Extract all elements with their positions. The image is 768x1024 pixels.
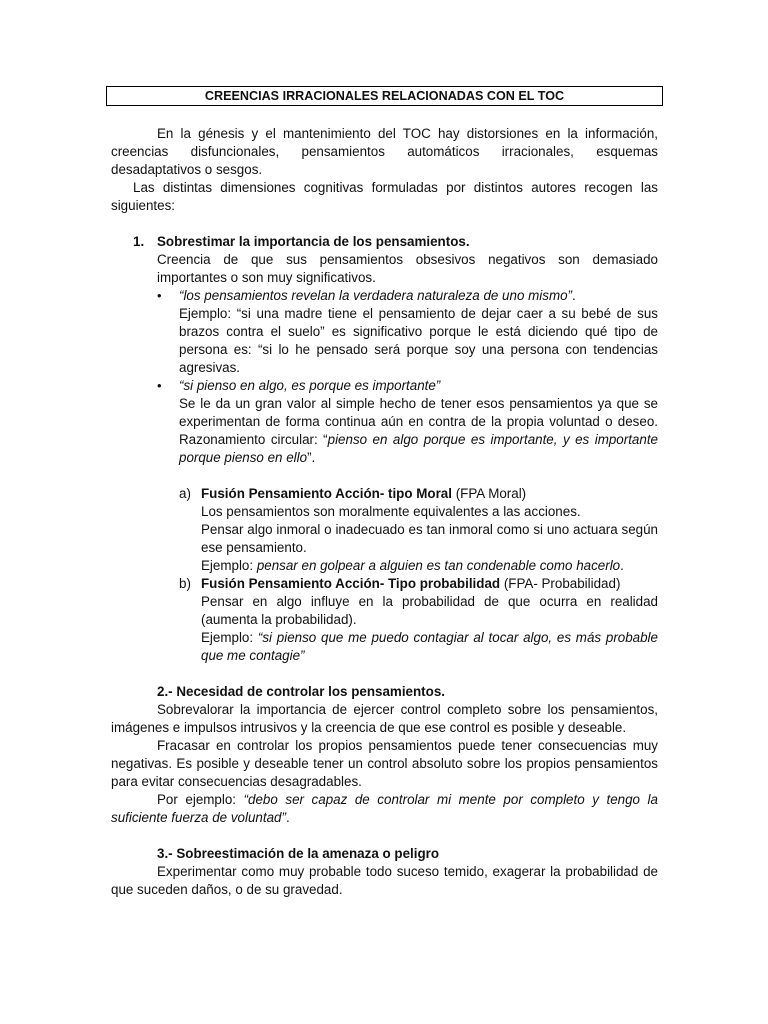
bullet-2-text-start: Se le da un gran valor al simple hecho de tener esos pensamientos ya que se experimentan de forma continua aún en contra de la propia voluntad o deseo. Razonamiento circular: “ — [179, 396, 658, 447]
subsection-b-line-1: Pensar en algo influye en la probabilidad de que ocurra en realidad (aumenta la probabilidad). — [201, 594, 658, 627]
section-3-paragraph-1: Experimentar como muy probable todo suceso temido, exagerar la probabilidad de que suceden daños, o de su gravedad. — [111, 864, 658, 897]
subsection-b-example-italic: “si pienso que me puedo contagiar al tocar algo, es más probable que me contagie” — [201, 630, 658, 663]
subsection-a-letter: a) — [179, 486, 191, 501]
subsection-a-example-end: . — [620, 558, 624, 573]
bullet-2-italic: pienso en algo porque es importante, y es importante porque pienso en ello — [179, 432, 658, 465]
subsection-b-letter: b) — [179, 576, 191, 591]
section-3-heading: 3.- Sobreestimación de la amenaza o peligro — [157, 846, 440, 861]
document-title: CREENCIAS IRRACIONALES RELACIONADAS CON EL TOC — [106, 86, 663, 106]
bullet-2-text-end: ”. — [307, 450, 316, 465]
bullet-icon: • — [157, 378, 162, 393]
section-2-example-label: Por ejemplo: — [157, 792, 244, 807]
intro-paragraph-2: Las distintas dimensiones cognitivas formuladas por distintos autores recogen las siguientes: — [111, 180, 658, 213]
section-1-bullet-2 — [111, 377, 658, 467]
subsection-a-example-italic: pensar en golpear a alguien es tan condenable como hacerlo — [256, 558, 621, 573]
subsection-a — [111, 485, 658, 575]
intro-paragraph-1: En la génesis y el mantenimiento del TOC hay distorsiones en la información, creencias disfuncionales, pensamientos automáticos irracionales, esquemas desadaptativos o sesgos. — [111, 126, 658, 177]
subsection-a-example-label: Ejemplo: — [201, 558, 257, 573]
subsection-b — [111, 575, 658, 665]
section-1-title: Sobrestimar la importancia de los pensamientos. — [157, 234, 470, 249]
section-1-number: 1. — [133, 234, 145, 249]
subsection-a-example — [201, 557, 658, 575]
section-1-bullet-1 — [111, 287, 658, 377]
subsection-b-heading-rest: (FPA- Probabilidad) — [500, 576, 621, 591]
section-2-example-italic: “debo ser capaz de controlar mi mente por completo y tengo la suficiente fuerza de voluntad” — [111, 792, 658, 825]
section-1-description: Creencia de que sus pensamientos obsesivos negativos son demasiado importantes o son muy significativos. — [157, 252, 658, 285]
section-2-heading: 2.- Necesidad de controlar los pensamientos. — [157, 684, 445, 699]
section-2-paragraph-2: Fracasar en controlar los propios pensamientos puede tener consecuencias muy negativas. Es posible y deseable tener un control absoluto sobre los propios pensamientos para evitar consecuencias desagradables. — [111, 738, 658, 789]
bullet-1-quote-end: . — [572, 288, 576, 303]
bullet-1-example: Ejemplo: “si una madre tiene el pensamiento de dejar caer a su bebé de sus brazos contra el suelo” es significativo porque le está diciendo qué tipo de persona es: “si lo he pensado será porque soy una persona con tendencias agresivas. — [179, 306, 658, 375]
bullet-2-text — [179, 395, 658, 467]
section-2-example-end: . — [285, 810, 290, 825]
section-1-heading — [111, 233, 658, 251]
section-2-paragraph-3 — [111, 791, 658, 827]
subsection-b-example-label: Ejemplo: — [201, 630, 258, 645]
subsection-a-line-2: Pensar algo inmoral o inadecuado es tan inmoral como si uno actuara según ese pensamiento. — [201, 522, 658, 555]
bullet-icon: • — [157, 288, 162, 303]
subsection-b-heading: Fusión Pensamiento Acción- Tipo probabilidad — [201, 576, 501, 591]
section-2-paragraph-1: Sobrevalorar la importancia de ejercer control completo sobre los pensamientos, imágenes e impulsos intrusivos y la creencia de que ese control es posible y deseable. — [111, 702, 658, 735]
subsection-b-example — [201, 629, 658, 665]
subsection-a-line-1: Los pensamientos son moralmente equivalentes a las acciones. — [201, 504, 581, 519]
subsection-a-heading: Fusión Pensamiento Acción- tipo Moral — [201, 486, 452, 501]
document-body — [111, 125, 658, 899]
subsection-a-heading-rest: (FPA Moral) — [451, 486, 527, 501]
bullet-2-quote: “si pienso en algo, es porque es importante” — [179, 378, 441, 393]
bullet-1-quote: “los pensamientos revelan la verdadera naturaleza de uno mismo” — [179, 288, 573, 303]
